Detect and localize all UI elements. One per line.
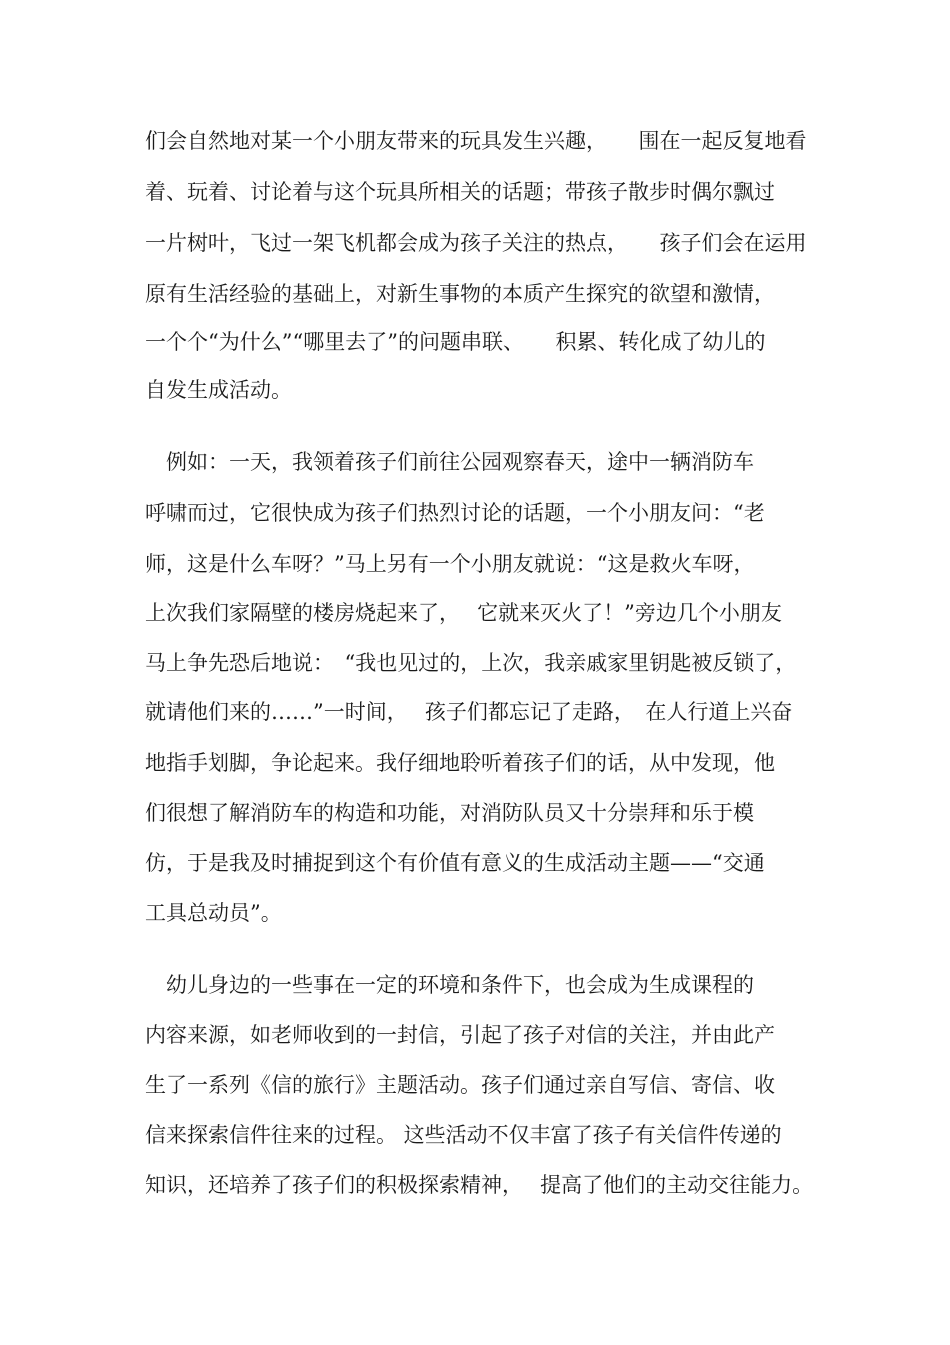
text-line: 一个个“为什么”“哪里去了”的问题串联、 积累、转化成了幼儿的 [145, 330, 766, 354]
text-line: 马上争先恐后地说： “我也见过的，上次，我亲戚家里钥匙被反锁了， [145, 651, 797, 675]
text-line: 们会自然地对某一个小朋友带来的玩具发生兴趣， 围在一起反复地看 [145, 129, 807, 153]
text-line: 原有生活经验的基础上，对新生事物的本质产生探究的欲望和激情， [145, 282, 775, 306]
text-line: 地指手划脚，争论起来。我仔细地聆听着孩子们的话，从中发现，他 [145, 751, 775, 775]
text-line: 仿，于是我及时捕捉到这个有价值有意义的生成活动主题——“交通 [145, 851, 765, 875]
text-line: 工具总动员”。 [145, 901, 282, 925]
text-line: 自发生成活动。 [145, 378, 292, 402]
text-line: 生了一系列《信的旅行》主题活动。孩子们通过亲自写信、寄信、收 [145, 1073, 775, 1097]
text-line: 就请他们来的……”一时间， 孩子们都忘记了走路， 在人行道上兴奋 [145, 700, 793, 724]
text-line: 知识，还培养了孩子们的积极探索精神， 提高了他们的主动交往能力。 [145, 1173, 814, 1197]
text-line: 们很想了解消防车的构造和功能，对消防队员又十分崇拜和乐于模 [145, 801, 754, 825]
text-line: 师，这是什么车呀？”马上另有一个小朋友就说：“这是救火车呀， [145, 552, 755, 576]
text-line: 呼啸而过，它很快成为孩子们热烈讨论的话题，一个小朋友问：“老 [145, 501, 765, 525]
text-line: 信来探索信件往来的过程。 这些活动不仅丰富了孩子有关信件传递的 [145, 1123, 782, 1147]
text-line: 幼儿身边的一些事在一定的环境和条件下，也会成为生成课程的 [145, 973, 754, 997]
text-line: 一片树叶，飞过一架飞机都会成为孩子关注的热点， 孩子们会在运用 [145, 231, 807, 255]
text-line: 内容来源，如老师收到的一封信，引起了孩子对信的关注，并由此产 [145, 1023, 775, 1047]
text-line: 上次我们家隔壁的楼房烧起来了， 它就来灭火了！”旁边几个小朋友 [145, 601, 782, 625]
text-line: 着、玩着、讨论着与这个玩具所相关的话题；带孩子散步时偶尔飘过 [145, 180, 775, 204]
text-line: 例如：一天，我领着孩子们前往公园观察春天，途中一辆消防车 [145, 450, 754, 474]
